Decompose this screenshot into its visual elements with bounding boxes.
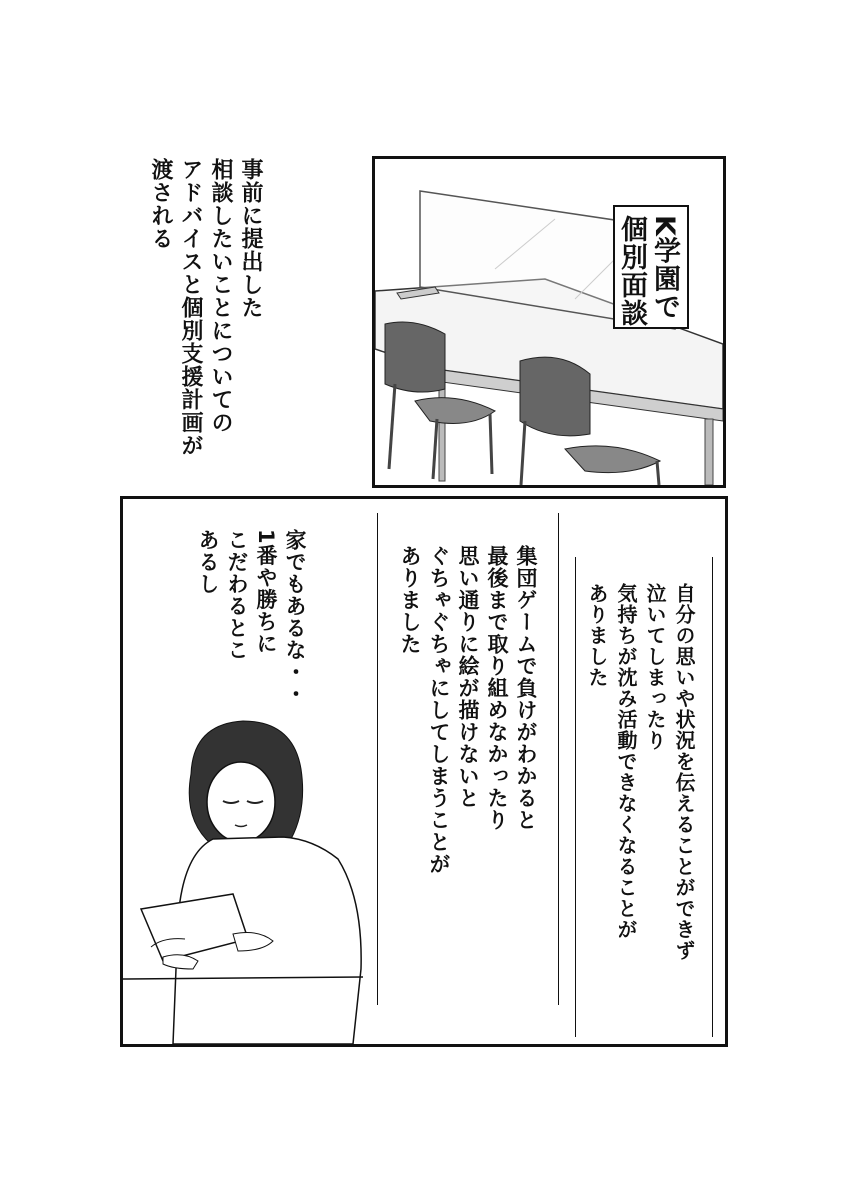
panel-mother-reading xyxy=(120,496,728,1047)
location-caption: K学園で 個別面談 xyxy=(616,215,680,327)
narration-middle: 集団ゲームで負けがわかると 最後まで取り組めなかったり 思い通りに絵が描けないと ぐちゃぐちゃにしてしまうことが ありました xyxy=(398,545,538,875)
mother-thought: 家でもあるな・・ 1番や勝ちに こだわるとこ あるし xyxy=(196,529,307,705)
panel-meeting-room xyxy=(372,156,726,488)
narration-box-right xyxy=(575,557,713,1037)
narration-right: 自分の思いや状況を伝えることができず 泣いてしまったり 気持ちが沈み活動できなくなることが ありました xyxy=(585,583,696,961)
narration-box-middle xyxy=(377,513,559,1005)
narration-top: 事前に提出した 相談したいことについての アドバイスと個別支援計画が 渡される xyxy=(148,158,263,457)
location-caption-box xyxy=(613,205,689,329)
